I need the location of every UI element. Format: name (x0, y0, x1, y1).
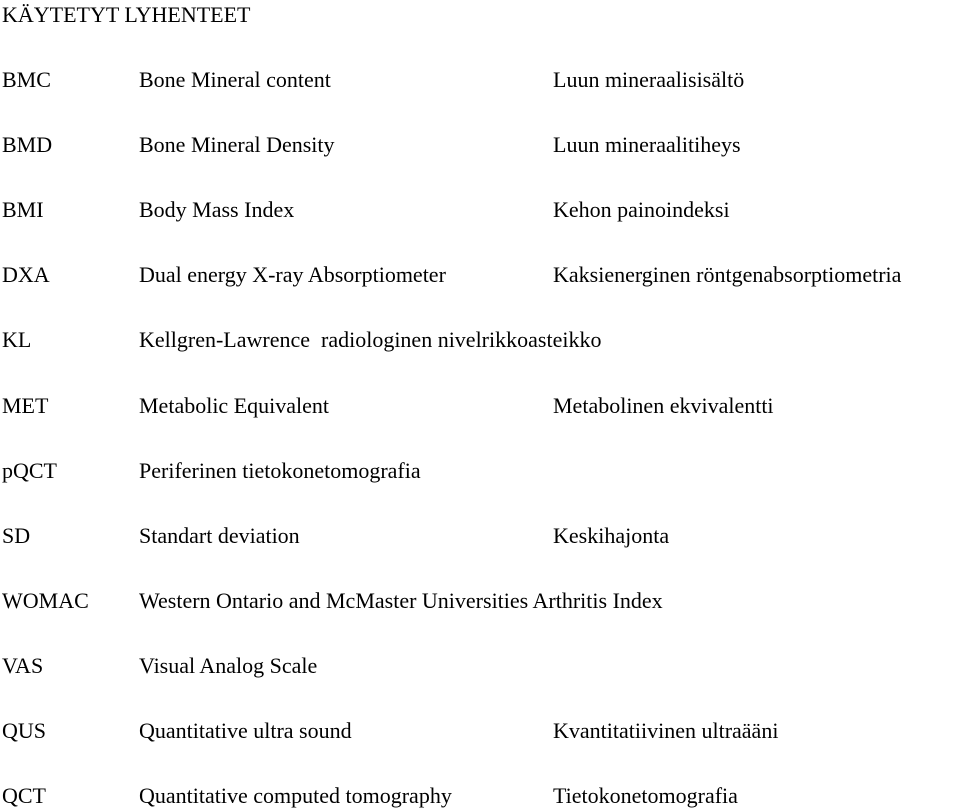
abbreviation-row (0, 456, 959, 486)
english-term: Quantitative ultra sound (139, 718, 352, 743)
abbreviation: QCT (2, 783, 46, 808)
finnish-term: Kvantitatiivinen ultraääni (553, 718, 779, 743)
page-title: KÄYTETYT LYHENTEET (2, 2, 251, 27)
abbreviation-row (0, 716, 959, 746)
english-term: Body Mass Index (139, 197, 295, 222)
english-term: Bone Mineral Density (139, 132, 335, 157)
abbreviation: VAS (2, 653, 44, 678)
finnish-term: Kellgren-Lawrence radiologinen nivelrikkoasteikko (139, 327, 602, 352)
abbreviation: BMD (2, 132, 53, 157)
finnish-term: Kaksienerginen röntgenabsorptiometria (553, 262, 902, 287)
english-term: Visual Analog Scale (139, 653, 318, 678)
finnish-term: Periferinen tietokonetomografia (139, 458, 421, 483)
abbreviation-row (0, 260, 959, 290)
abbreviation-row (0, 195, 959, 225)
abbreviation-row (0, 325, 959, 355)
abbreviation: MET (2, 393, 49, 418)
abbreviation: BMI (2, 197, 44, 222)
abbreviation-row (0, 586, 959, 616)
english-term: Dual energy X-ray Absorptiometer (139, 262, 446, 287)
english-term: Western Ontario and McMaster Universities Arthritis Index (139, 588, 663, 613)
abbreviation-row (0, 781, 959, 811)
abbreviation-row (0, 651, 959, 681)
finnish-term: Luun mineraalisisältö (553, 67, 745, 92)
english-term: Bone Mineral content (139, 67, 331, 92)
finnish-term: Tietokonetomografia (553, 783, 738, 808)
abbreviation: SD (2, 523, 31, 548)
abbreviation-row (0, 65, 959, 95)
abbreviation: pQCT (2, 458, 57, 483)
abbreviation-row (0, 521, 959, 551)
abbreviation: KL (2, 327, 32, 352)
abbreviation-row (0, 130, 959, 160)
finnish-term: Kehon painoindeksi (553, 197, 730, 222)
abbreviation: WOMAC (2, 588, 89, 613)
english-term: Standart deviation (139, 523, 300, 548)
english-term: Metabolic Equivalent (139, 393, 329, 418)
abbreviation: BMC (2, 67, 51, 92)
english-term: Quantitative computed tomography (139, 783, 452, 808)
abbreviation-row (0, 391, 959, 421)
finnish-term: Keskihajonta (553, 523, 670, 548)
abbreviation: DXA (2, 262, 50, 287)
abbreviation: QUS (2, 718, 47, 743)
finnish-term: Luun mineraalitiheys (553, 132, 741, 157)
finnish-term: Metabolinen ekvivalentti (553, 393, 774, 418)
